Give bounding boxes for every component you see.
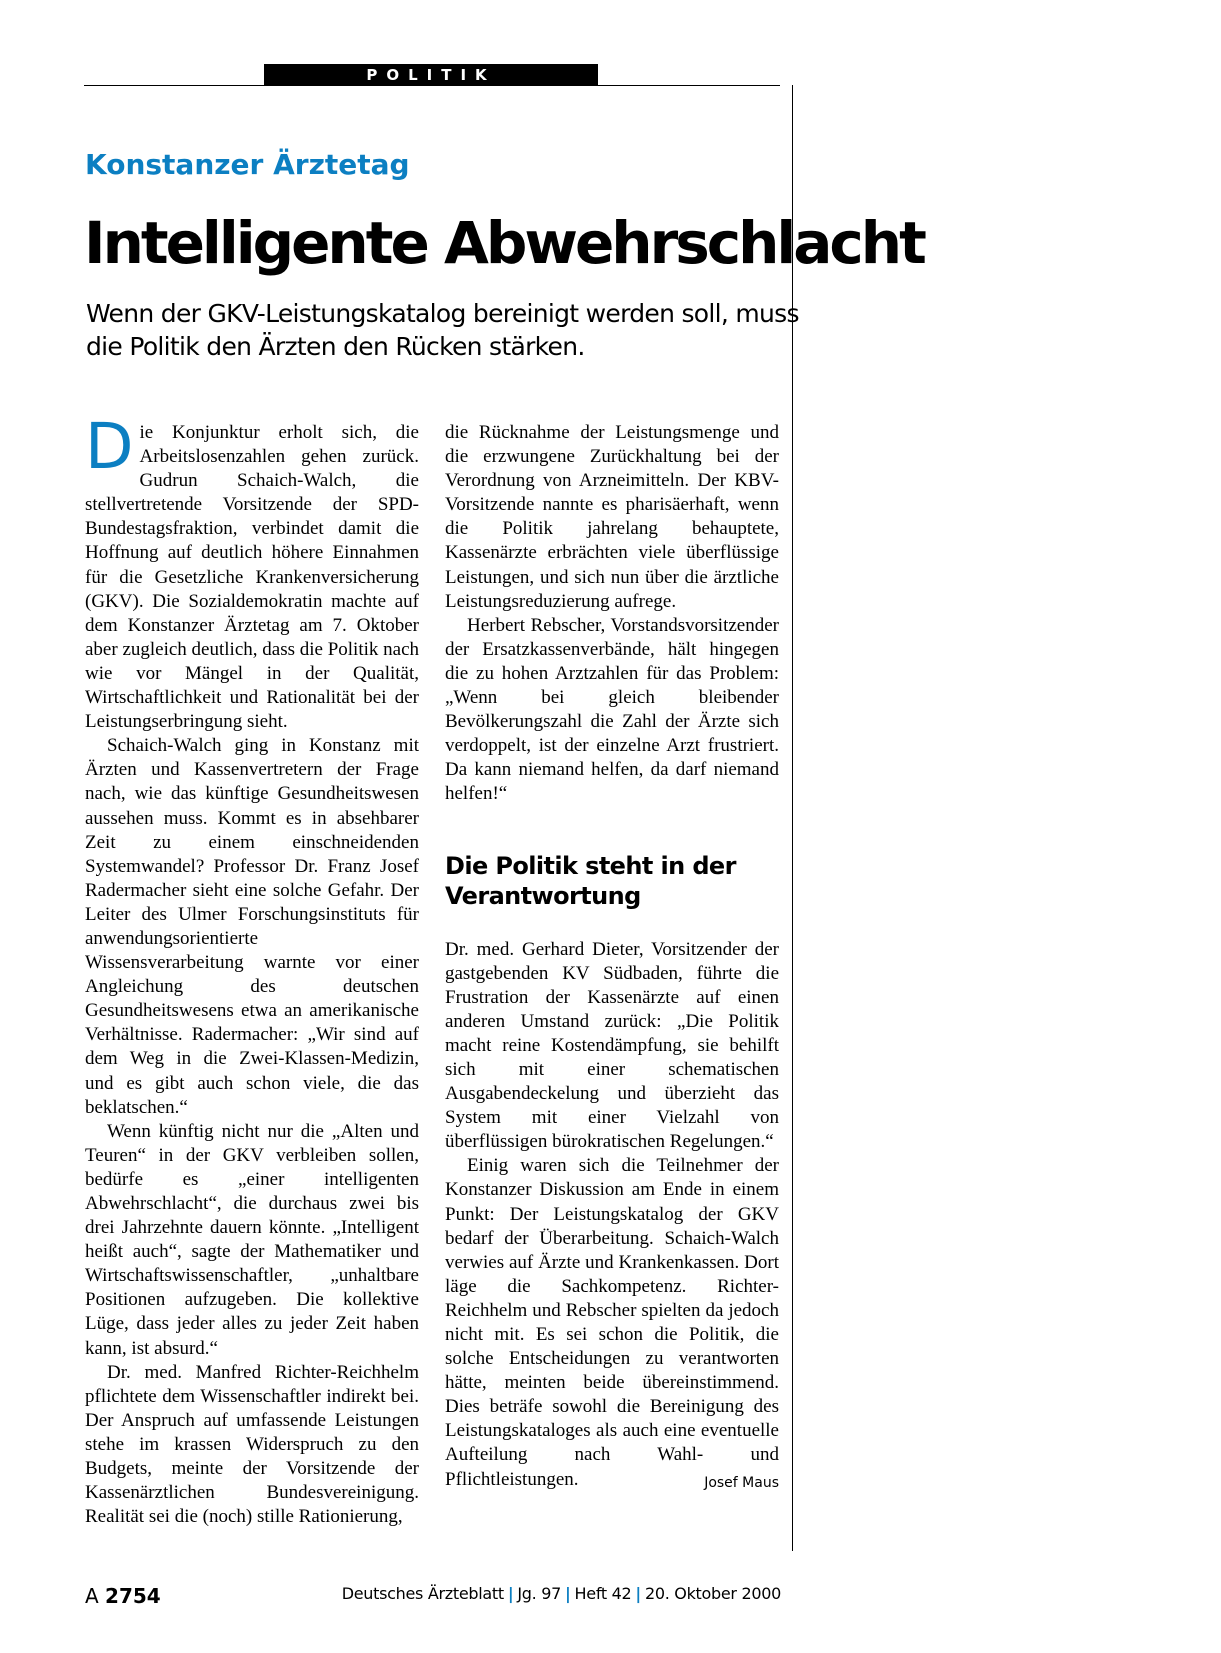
body-paragraph: Schaich-Walch ging in Konstanz mit Ärzten und Kassenvertretern der Frage nach, wie das künftige Gesundheitswesen aussehen muss. Kommt es in absehbarer Zeit zu einem einschneidenden Systemwandel? Professor Dr. Franz Josef Radermacher sieht eine solche Gefahr. Der Leiter des Ulmer Forschungsinstituts für anwendungsorientierte Wissensverarbeitung warnte vor einer Angleichung des deutschen Gesundheitswesens etwa an amerikanische Verhältnisse. Radermacher: „Wir sind auf dem Weg in die Zwei-Klassen-Medizin, und es gibt auch schon viele, die das beklatschen.“	[85, 735, 419, 1118]
body-paragraph: Dr. med. Gerhard Dieter, Vorsitzender der gastgebenden KV Südbaden, führte die Frustration der Kassenärzte auf einen anderen Umstand zurück: „Die Politik macht reine Kostendämpfung, sie behilft sich mit einer schematischen Ausgabendeckelung und überzieht das System mit einer Vielzahl von überflüssigen bürokratischen Regelungen.“	[445, 938, 779, 1153]
article-headline: Intelligente Abwehrschlacht	[84, 209, 924, 277]
body-paragraph: Dr. med. Manfred Richter-Reichhelm pflichtete dem Wissenschaftler indirekt bei. Der Anspruch auf umfassende Leistungen stehe im krassen Widerspruch zu den Budgets, meinte der Vorsitzende der Kassenärztlichen Bundesvereinigung. Realität sei die (noch) stille Rationierung,	[85, 1361, 419, 1528]
journal-name: Deutsches Ärzteblatt	[341, 1584, 504, 1603]
drop-cap: D	[85, 410, 134, 483]
body-paragraph: die Rücknahme der Leistungsmenge und die erzwungene Zurückhaltung bei der Verordnung von Arzneimitteln. Der KBV-Vorsitzende nannte es pharisäerhaft, wenn die Politik jahrelang behauptete, Kassenärzte erbrächten viele überflüssige Leistungen, und sich nun über die ärztliche Leistungsreduzierung aufrege.	[445, 422, 779, 612]
article-column-right	[445, 421, 779, 1495]
body-paragraph: Wenn künftig nicht nur die „Alten und Teuren“ in der GKV verbleiben sollen, bedürfe es „einer intelligenten Abwehrschlacht“, die durchaus zwei bis drei Jahrzehnte dauern könnte. „Intelligent heißt auch“, sagte der Mathematiker und Wirtschaftswissenschaftler, „unhaltbare Positionen aufzugeben. Die kollektive Lüge, dass jeder alles zu jeder Zeit haben kann, ist absurd.“	[85, 1120, 419, 1359]
body-paragraph: Die Konjunktur erholt sich, die Arbeitslosenzahlen gehen zurück. Gudrun Schaich-Walch, die stellvertretende Vorsitzende der SPD-Bundestagsfraktion, verbindet damit die Hoffnung auf deutlich höhere Einnahmen für die Gesetzliche Krankenversicherung (GKV). Die Sozialdemokratin machte auf dem Konstanzer Ärztetag am 7. Oktober aber zugleich deutlich, dass die Politik nach wie vor Mängel in der Qualität, Wirtschaftlichkeit und Rationalität bei der Leistungserbringung sieht.	[85, 410, 419, 733]
footer-masthead: Deutsches Ärzteblatt | Jg. 97 | Heft 42 | 20. Oktober 2000	[341, 1584, 781, 1603]
issue: Heft 42	[574, 1584, 632, 1603]
article-author: Josef Maus	[704, 1474, 779, 1491]
article-subhead: Die Politik steht in der Verantwortung	[445, 851, 736, 910]
issue-date: 20. Oktober 2000	[644, 1584, 781, 1603]
page-number: A 2754	[85, 1584, 161, 1608]
article-kicker: Konstanzer Ärztetag	[85, 148, 410, 181]
section-label: POLITIK	[264, 64, 598, 86]
body-paragraph: Einig waren sich die Teilnehmer der Konstanzer Diskussion am Ende in einem Punkt: Der Leistungskatalog der GKV bedarf der Überarbeitung. Schaich-Walch verwies auf Ärzte und Krankenkassen. Dort läge die Sachkompetenz. Richter-Reichhelm und Rebscher spielten da jedoch nicht mit. Es sei schon die Politik, die solche Entscheidungen zu verantworten hätte, meinten beide übereinstimmend. Dies beträfe sowohl die Bereinigung des Leistungskataloges als auch eine eventuelle Aufteilung nach Wahl- und Pflichtleistungen. Josef Maus	[445, 1154, 779, 1491]
header-rule	[84, 85, 780, 86]
article-lede: Wenn der GKV-Leistungskatalog bereinigt werden soll, muss die Politik den Ärzten den Rücken stärken.	[86, 299, 799, 361]
article-column-left	[85, 410, 419, 1529]
body-paragraph: Herbert Rebscher, Vorstandsvorsitzender der Ersatzkassenverbände, hält hingegen die zu hohen Arztzahlen für das Problem: „Wenn bei gleich bleibender Bevölkerungszahl die Zahl der Ärzte sich verdoppelt, ist der einzelne Arzt frustriert. Da kann niemand helfen, da darf niemand helfen!“	[445, 614, 779, 805]
volume: Jg. 97	[517, 1584, 561, 1603]
